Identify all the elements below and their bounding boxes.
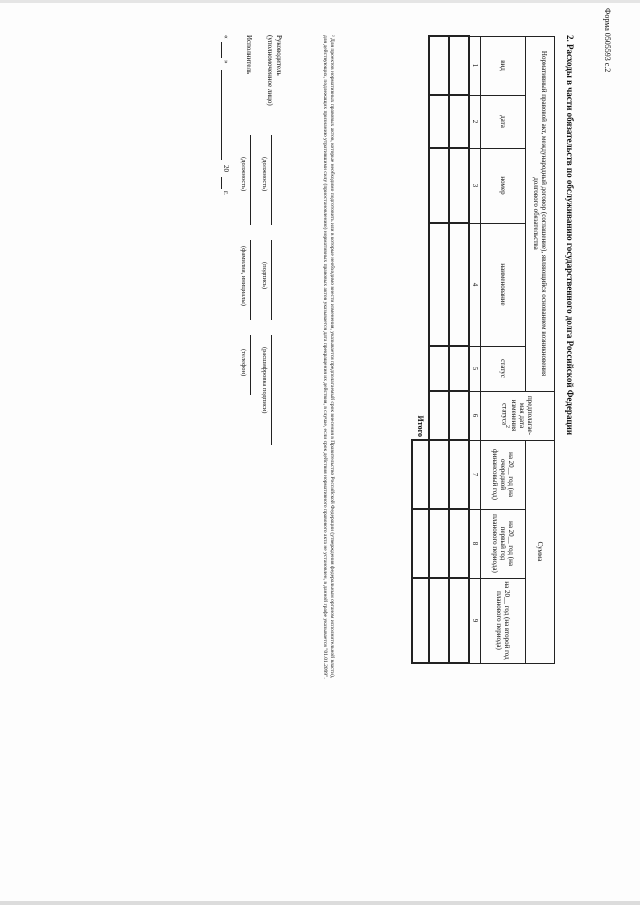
footnote: ² Для проектов нормативных правовых актов, которые необходимо подготовить или в которые необходимо внести изменения, указывается предполагаемый срок внесения в Правительство Российской Федерации (утверждения федеральным органом исполнительной власти), для действующих, подлежащих признанию утратившими силу (приостановлению) нормативных правовых актов указывается дата прекращения их действия, в случае, если срок действия нормативного правового акта не установлен, в данной графе указывается "01.01.2099".	[321, 35, 335, 679]
head-signature-line	[271, 240, 272, 320]
col-number-5: 5	[469, 346, 481, 391]
total-cell-year3	[412, 578, 429, 663]
table-cell	[449, 509, 469, 578]
date-year-line	[221, 177, 222, 189]
table-cell	[429, 440, 449, 509]
col-status-header: статус	[481, 346, 526, 391]
section-title: 2. Расходы в части обязательств по обслуживанию государственного долга Российской Федерации	[565, 35, 575, 435]
head-position-line	[271, 135, 272, 225]
table-cell	[429, 578, 449, 663]
col-number-2: 2	[469, 95, 481, 148]
col-year1-header: на 20__ год (на очередной финансовый год)	[481, 440, 526, 509]
total-row	[412, 36, 429, 663]
executor-phone-caption: (телефон)	[240, 349, 247, 377]
table-cell	[449, 440, 469, 509]
date-open-quote: «	[222, 35, 230, 39]
col-planned-date-header: предполагае-мая дата изменения статуса$^2$	[481, 391, 555, 440]
col-number-8: 8	[469, 509, 481, 578]
form-code: Форма 0505593 с.2	[603, 8, 612, 73]
table-cell	[429, 223, 449, 346]
col-vid-header: вид	[481, 36, 526, 95]
landscape-content	[15, 35, 575, 875]
col-number-header: номер	[481, 148, 526, 223]
col-name-header: наименование	[481, 223, 526, 346]
executor-fio-caption: (фамилия, инициалы)	[240, 246, 247, 306]
scan-edge-bottom	[0, 901, 640, 905]
table-row	[449, 36, 469, 663]
date-day-line	[221, 42, 222, 58]
col-year2-header: на 20__ год (на первый год планового периода)	[481, 509, 526, 578]
scan-edge-top	[0, 0, 640, 3]
head-decoding-line	[271, 335, 272, 445]
col-number-9: 9	[469, 578, 481, 663]
executor-fio-line	[250, 240, 251, 320]
date-year-prefix: 20	[222, 165, 230, 172]
table-cell	[449, 391, 469, 440]
table-cell	[429, 95, 449, 148]
date-year-suffix: г.	[222, 191, 230, 195]
table-cell	[429, 346, 449, 391]
head-signature-caption: (подпись)	[261, 262, 268, 289]
table-cell	[449, 148, 469, 223]
group-header: Нормативный правовой акт, международный договор (соглашение), являющийся основанием возникновения долгового обязательства	[526, 36, 555, 391]
sum-header: Сумма	[526, 440, 555, 663]
head-position-caption: (должность)	[261, 157, 268, 192]
col-number-6: 6	[469, 391, 481, 440]
col-number-3: 3	[469, 148, 481, 223]
table-cell	[429, 391, 449, 440]
date-month-line	[221, 70, 222, 160]
executor-phone-line	[250, 335, 251, 395]
total-cell-year1	[412, 440, 429, 509]
executor-position-line	[250, 135, 251, 225]
table-cell	[449, 578, 469, 663]
table-row	[429, 36, 449, 663]
executor-label: Исполнитель	[245, 35, 253, 75]
date-close-quote: »	[222, 60, 230, 64]
obligations-table	[411, 35, 555, 664]
total-cell-year2	[412, 509, 429, 578]
head-decoding-caption: (расшифровка подписи)	[261, 347, 268, 414]
table-cell	[449, 223, 469, 346]
table-cell	[429, 509, 449, 578]
col-year3-header: на 20__ год (на второй год планового периода)	[481, 578, 526, 663]
table-cell	[449, 36, 469, 95]
table-cell	[449, 346, 469, 391]
executor-position-caption: (должность)	[240, 157, 247, 192]
head-sublabel: (уполномоченное лицо)	[266, 35, 274, 106]
table-cell	[449, 95, 469, 148]
col-date-header: дата	[481, 95, 526, 148]
total-label: Итого	[415, 415, 425, 437]
col-number-4: 4	[469, 223, 481, 346]
head-label: Руководитель	[275, 35, 283, 76]
col-number-1: 1	[469, 36, 481, 95]
table-cell	[429, 36, 449, 95]
table-cell	[429, 148, 449, 223]
col-number-7: 7	[469, 440, 481, 509]
